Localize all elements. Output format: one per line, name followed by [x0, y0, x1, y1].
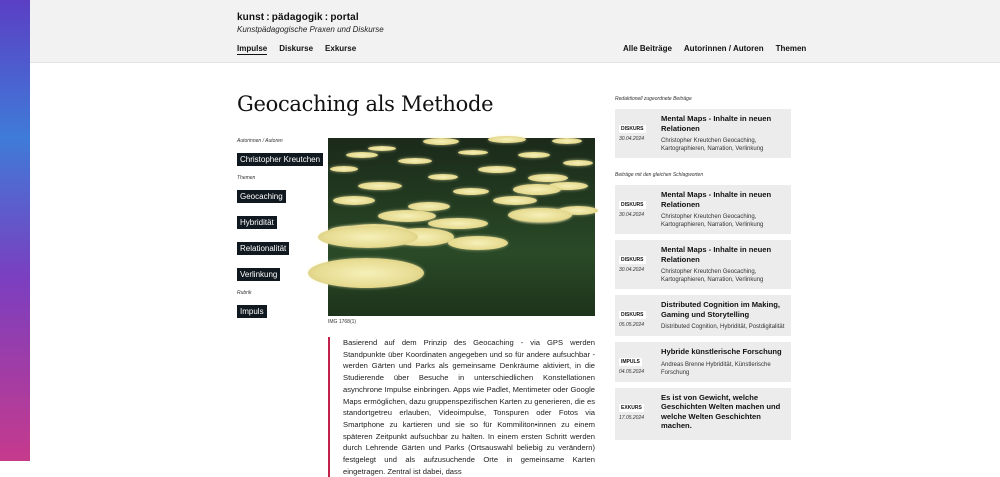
related-card[interactable]: [615, 240, 791, 289]
related-card[interactable]: [615, 342, 791, 382]
body-paragraph: Basierend auf dem Prinzip des Geocaching - via GPS werden Standpunkte über Koordinaten angegeben und so für andere aufsuchbar - werden Gärten und Parks als gemeinsame Denkräume aktiviert, in die Studierende über Besuche in unterschiedlichen Konstellationen asynchrone Impulse einbringen. Apps wie Padlet, Mentimeter oder Google Maps ermöglichen, dazu gruppenspezifischen Karten zu generieren, die es standortgetreu erlauben, Videoimpulse, Tonspuren oder Fotos via Smartphone zu kartieren und sie so für Kommiliton•innen zu einem späteren Zeitpunkt aufsuchbar zu halten. In einem ersten Schritt werden durch Lehrende Gärten und Parks (Ortsauswahl beliebig zu verändern) festgelegt und als aufzusuchende Orte in gemeinsame Karten eingetragen. Zentral ist dabei, dass: [343, 338, 596, 476]
card-title[interactable]: Mental Maps - Inhalte in neuen Relationen: [661, 114, 772, 133]
card-date: 30.04.2024: [619, 136, 645, 142]
card-badge: DISKURS: [621, 202, 644, 208]
card-meta: Christopher Kreutchen Geocaching, Kartographieren, Narration, Verlinkung: [661, 138, 764, 152]
related-card[interactable]: [615, 109, 791, 158]
card-title[interactable]: Hybride künstlerische Forschung: [661, 347, 782, 356]
card-badge: IMPULS: [621, 359, 640, 365]
related-card[interactable]: [615, 185, 791, 234]
card-badge: DISKURS: [621, 126, 644, 132]
related-card[interactable]: [615, 388, 791, 440]
card-badge: EXKURS: [621, 404, 642, 411]
card-title[interactable]: Es ist von Gewicht, welche Geschichten Welten machen und welche Welten Geschichten machen.: [661, 392, 781, 430]
site-subtitle: Kunstpädagogische Praxen und Diskurse: [237, 25, 384, 34]
card-date: 30.04.2024: [619, 267, 645, 273]
card-title[interactable]: Distributed Cognition im Making, Gaming und Storytelling: [661, 300, 780, 319]
card-title[interactable]: Mental Maps - Inhalte in neuen Relationen: [661, 190, 772, 209]
theme-tag[interactable]: Verlinkung: [237, 268, 280, 281]
page-title: Geocaching als Methode: [237, 92, 494, 116]
theme-tag[interactable]: Geocaching: [237, 190, 286, 203]
editorial-label: Redaktionell zugeordnete Beiträge: [615, 96, 692, 102]
nav-themen[interactable]: Themen: [775, 44, 807, 53]
card-date: 04.05.2024: [619, 369, 645, 375]
authors-label: Autorinnen / Autoren: [237, 138, 283, 144]
card-badge: DISKURS: [621, 257, 644, 263]
same-tags-label: Beiträge mit den gleichen Schlagworten: [615, 172, 704, 178]
card-badge: DISKURS: [621, 312, 644, 318]
main-nav: [237, 44, 356, 55]
left-gradient-bar: [0, 0, 30, 461]
article-meta: [237, 138, 322, 327]
card-title[interactable]: Mental Maps - Inhalte in neuen Relationen: [661, 245, 772, 264]
themes-label: Themen: [237, 175, 256, 181]
card-date: 30.04.2024: [619, 212, 645, 218]
card-date: 05.05.2024: [619, 322, 645, 328]
rubric-tag[interactable]: Impuls: [237, 305, 267, 318]
site-header: [30, 0, 1000, 63]
nav-impulse[interactable]: Impulse: [237, 44, 268, 53]
article-image: [328, 138, 595, 316]
card-meta: Christopher Kreutchen Geocaching, Kartographieren, Narration, Verlinkung: [661, 269, 764, 283]
nav-diskurse[interactable]: Diskurse: [279, 44, 314, 53]
card-date: 17.05.2024: [619, 414, 645, 421]
nav-exkurse[interactable]: Exkurse: [325, 44, 357, 53]
related-card[interactable]: [615, 295, 791, 336]
author-tag[interactable]: Christopher Kreutchen: [237, 153, 323, 166]
image-caption: IMG 1768(1): [328, 319, 357, 325]
secondary-nav: [623, 44, 806, 53]
card-meta: Christopher Kreutchen Geocaching, Kartographieren, Narration, Verlinkung: [661, 214, 764, 228]
card-meta: Distributed Cognition, Hybridität, Postdigitalität: [661, 324, 785, 330]
site-logo[interactable]: kunst : pädagogik : portal: [237, 12, 359, 23]
rubric-label: Rubrik: [237, 290, 252, 296]
nav-alle-beitraege[interactable]: Alle Beiträge: [623, 44, 672, 53]
theme-tag[interactable]: Relationalität: [237, 242, 289, 255]
sidebar: [615, 96, 791, 446]
card-meta: Andreas Brenne Hybridität, Künstlerische Forschung: [661, 361, 771, 376]
article-body: [328, 337, 595, 477]
nav-autorinnen[interactable]: Autorinnen / Autoren: [683, 44, 764, 53]
theme-tag[interactable]: Hybridität: [237, 216, 277, 229]
